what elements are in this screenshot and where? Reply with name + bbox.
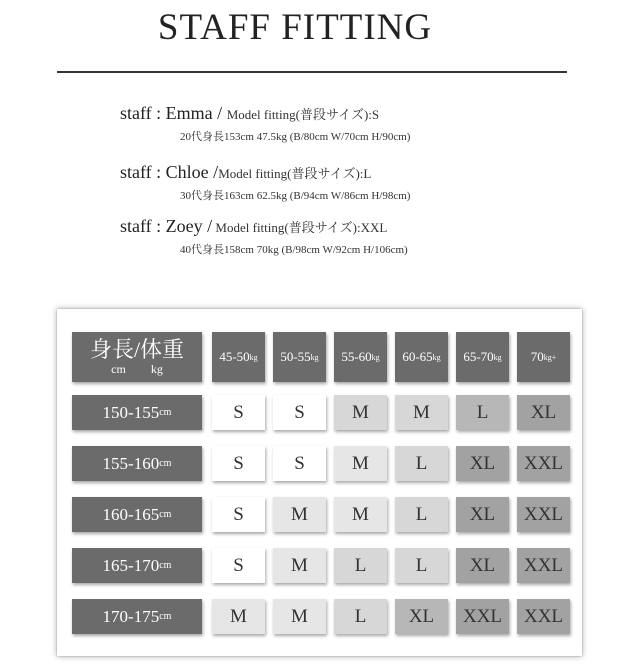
weight-range: 60-65 [402,349,433,364]
size-cell: XXL [517,548,570,583]
height-weight-label: 身長/体重 [89,337,185,362]
staff-detail: 20代身長153cm 47.5kg (B/80cm W/70cm H/90cm) [180,131,411,143]
size-cell: XL [517,395,570,430]
size-cell: XXL [456,599,509,634]
height-range: 165-170 [102,555,160,575]
size-cell: XL [456,446,509,481]
weight-range: 70 [530,349,544,364]
height-range: 150-155 [102,402,160,422]
size-cell: XL [395,599,448,634]
weight-col-header [212,332,265,382]
size-cell: S [212,548,265,583]
height-unit: cm [159,407,172,418]
size-cell: M [273,497,326,532]
weight-col-header [456,332,509,382]
size-cell: M [334,446,387,481]
size-cell: XXL [517,497,570,532]
staff-separator: / [212,103,227,123]
height-unit: cm [159,560,172,571]
staff-emma [120,103,410,144]
weight-col-header [395,332,448,382]
weight-unit: kg [310,352,319,362]
size-cell: XL [456,497,509,532]
staff-detail: 40代身長158cm 70kg (B/98cm W/92cm H/106cm) [180,244,408,256]
height-row-header [72,497,202,532]
size-cell: M [273,599,326,634]
size-cell: S [273,395,326,430]
size-cell: L [334,548,387,583]
size-cell: M [334,395,387,430]
size-cell: XXL [517,446,570,481]
size-cell: S [212,395,265,430]
staff-fitting: Model fitting(普段サイズ):S [226,107,380,122]
height-range: 160-165 [102,504,160,524]
staff-zoey-header [120,216,408,237]
size-cell: L [334,599,387,634]
height-unit: cm [159,509,172,520]
height-range: 155-160 [102,453,160,473]
weight-unit: kg [432,352,441,362]
size-cell: S [212,446,265,481]
weight-unit: kg [371,352,380,362]
height-row-header [72,599,202,634]
size-cell: XL [456,548,509,583]
weight-unit: kg+ [543,352,557,362]
title-divider [57,71,567,73]
staff-label: staff : [120,216,166,236]
height-range: 170-175 [102,606,160,626]
size-cell: S [273,446,326,481]
height-row-header [72,395,202,430]
staff-separator: / [208,162,219,182]
size-cell: L [395,497,448,532]
staff-name: Emma [165,103,213,123]
page-title: STAFF FITTING [157,7,433,48]
size-cell: M [395,395,448,430]
weight-range: 45-50 [219,349,250,364]
size-cell: M [212,599,265,634]
size-chart-panel [57,309,582,656]
size-cell: S [212,497,265,532]
weight-col-header [517,332,570,382]
weight-range: 65-70 [463,349,494,364]
weight-unit: kg [493,352,502,362]
weight-unit: kg [249,352,258,362]
staff-separator: / [202,216,213,236]
size-cell: L [456,395,509,430]
weight-range: 50-55 [280,349,311,364]
unit-label: cm kg [111,362,163,376]
staff-name: Zoey [165,216,203,236]
staff-chloe-header [120,162,410,183]
size-cell: L [395,446,448,481]
size-cell: M [273,548,326,583]
height-unit: cm [159,611,172,622]
staff-chloe [120,162,410,203]
staff-label: staff : [120,103,166,123]
staff-emma-header [120,103,410,124]
staff-name: Chloe [165,162,209,182]
size-cell: XXL [517,599,570,634]
height-row-header [72,548,202,583]
table-header-main [72,332,202,382]
staff-zoey [120,216,408,257]
staff-fitting: Model fitting(普段サイズ):L [218,166,372,181]
weight-col-header [334,332,387,382]
size-cell: M [334,497,387,532]
weight-col-header [273,332,326,382]
height-unit: cm [159,458,172,469]
staff-fitting: Model fitting(普段サイズ):XXL [212,220,388,235]
size-cell: L [395,548,448,583]
weight-range: 55-60 [341,349,372,364]
staff-detail: 30代身長163cm 62.5kg (B/94cm W/86cm H/98cm) [180,190,411,202]
height-row-header [72,446,202,481]
staff-label: staff : [120,162,166,182]
